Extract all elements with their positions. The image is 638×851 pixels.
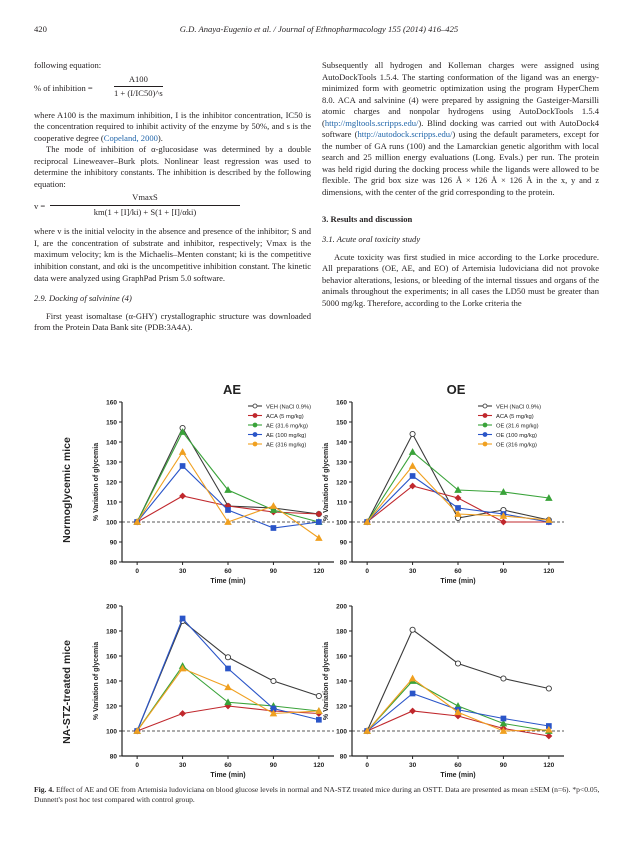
data-point [180, 616, 185, 621]
paragraph: First yeast isomaltase (α-GHY) crystallographic structure was downloaded from the Protein Data Bank site (PDB:3A4A). [34, 310, 311, 333]
data-point [180, 493, 186, 499]
x-tick-label: 30 [408, 568, 417, 575]
data-point [410, 676, 416, 681]
paragraph-text: ) using the default parameters, except for the number of GA runs (100) and the Lamarckian genetic algorithm with local search and 25 million energy evaluations (Long. Evals.) per run. The protein was held rigid during the docking process while the ligands were allowed to be flexible. The grid box size was 126 Å × 126 Å × 126 Å in the x, y and z dimensions, with the center of the grid corresponding to the protein. [322, 129, 599, 198]
data-point [501, 519, 507, 525]
data-point [410, 708, 416, 714]
y-tick-label: 100 [336, 728, 347, 736]
x-tick-label: 30 [178, 762, 187, 769]
data-point [316, 535, 322, 540]
x-tick-label: 120 [543, 762, 555, 769]
data-point [180, 464, 185, 469]
data-point [316, 693, 321, 698]
y-tick-label: 120 [336, 703, 347, 711]
y-tick-label: 90 [109, 539, 117, 547]
y-tick-label: 200 [336, 603, 347, 611]
y-tick-label: 140 [106, 439, 117, 447]
data-point [410, 463, 416, 468]
inhibition-equation [34, 74, 311, 104]
equation-denominator: 1 + (I/IC50)^s [114, 88, 163, 99]
y-tick-label: 80 [339, 559, 347, 567]
velocity-equation [34, 192, 311, 220]
data-point [546, 686, 551, 691]
x-tick-label: 0 [135, 568, 139, 575]
y-tick-label: 150 [106, 419, 117, 427]
subsection-heading: 3.1. Acute oral toxicity study [322, 234, 421, 245]
legend-marker [483, 442, 487, 446]
figure-4 [34, 382, 604, 779]
y-axis-label: % Variation of glycemia [93, 442, 100, 522]
equation-numerator: VmaxS [50, 192, 240, 206]
paragraph: Acute toxicity was first studied in mice according to the Lorke procedure. All preparations (OE, AE, and EO) of Artemisia ludoviciana did not provoke behavior alterations, lesions, or bleeding of the internal tissues and organs of the animals throughout the experiments; in all cases the LD50 must be greater than 5000 mg/kg. Therefore, according to the Lorke criteria the [322, 251, 599, 308]
y-tick-label: 110 [336, 499, 347, 507]
x-tick-label: 90 [499, 568, 508, 575]
y-tick-label: 100 [106, 728, 117, 736]
left-column [34, 60, 311, 334]
paragraph-text: ). [157, 132, 163, 143]
series-line-1 [137, 706, 319, 731]
legend-marker [253, 423, 257, 427]
x-tick-label: 60 [454, 762, 462, 769]
series-line-0 [137, 621, 319, 731]
y-tick-label: 140 [336, 439, 347, 447]
data-point [410, 474, 415, 479]
legend-marker [253, 404, 257, 408]
data-point [410, 627, 415, 632]
panel-0 [93, 400, 334, 586]
legend-entry: AE (31.6 mg/kg) [266, 423, 308, 430]
x-tick-label: 0 [365, 762, 369, 769]
legend-marker [483, 414, 487, 418]
y-tick-label: 100 [336, 519, 347, 527]
legend-marker [483, 404, 487, 408]
data-point [456, 506, 461, 511]
y-tick-label: 130 [336, 459, 347, 467]
data-point [271, 678, 276, 683]
data-point [501, 676, 506, 681]
figure-caption [34, 785, 604, 805]
y-tick-label: 160 [336, 653, 347, 661]
x-tick-label: 120 [543, 568, 555, 575]
x-tick-label: 0 [135, 762, 139, 769]
y-tick-label: 160 [106, 653, 117, 661]
y-axis-label: % Variation of glycemia [323, 442, 330, 522]
y-tick-label: 100 [106, 519, 117, 527]
x-axis-label: Time (min) [440, 578, 476, 585]
y-tick-label: 180 [336, 628, 347, 636]
y-tick-label: 130 [106, 459, 117, 467]
y-tick-label: 80 [339, 753, 347, 761]
paragraph-text: where A100 is the maximum inhibition, I is the inhibitor concentration, IC50 is the concentration required to inhibit activity of the enzyme by 50%, and s is the cooperative degree ( [34, 109, 311, 143]
x-tick-label: 60 [224, 762, 232, 769]
legend-marker [483, 433, 487, 437]
panel-1 [323, 400, 564, 586]
equation-lhs: v = [34, 201, 46, 212]
legend-entry: AE (316 mg/kg) [266, 442, 307, 449]
equation-fraction [50, 192, 240, 218]
y-tick-label: 160 [336, 399, 347, 407]
data-point [271, 526, 276, 531]
legend-marker [483, 423, 487, 427]
legend-entry: OE (316 mg/kg) [496, 442, 537, 449]
x-axis-label: Time (min) [440, 772, 476, 779]
data-point [180, 449, 186, 454]
data-point [455, 661, 460, 666]
citation-link[interactable]: Copeland, 2000 [103, 132, 158, 143]
x-tick-label: 120 [313, 762, 325, 769]
legend-entry: ACA (5 mg/kg) [496, 413, 534, 420]
x-tick-label: 0 [365, 568, 369, 575]
row-label-na-stz: NA-STZ-treated mice [61, 640, 73, 744]
y-tick-label: 110 [106, 499, 117, 507]
data-point [226, 508, 231, 513]
data-point [225, 655, 230, 660]
legend-marker [253, 442, 257, 446]
legend-entry: OE (100 mg/kg) [496, 432, 537, 439]
y-tick-label: 160 [106, 399, 117, 407]
y-tick-label: 80 [109, 559, 117, 567]
legend-marker [253, 433, 257, 437]
legend-entry: AE (100 mg/kg) [266, 432, 307, 439]
equation-fraction [114, 74, 163, 100]
series-line-3 [137, 619, 319, 732]
y-axis-label: % Variation of glycemia [93, 641, 100, 721]
data-point [410, 691, 415, 696]
caption-label: Fig. 4. [34, 785, 55, 794]
data-point [455, 495, 461, 501]
x-tick-label: 90 [269, 762, 278, 769]
x-tick-label: 60 [454, 568, 462, 575]
col-title-oe: OE [446, 382, 466, 397]
x-tick-label: 120 [313, 568, 325, 575]
paragraph: following equation: [34, 60, 102, 70]
caption-text: Effect of AE and OE from Artemisia ludoviciana on blood glucose levels in normal and NA-STZ treated mice during an OSTT. Data are presented as mean ±SEM (n=6). *p<0.05, Dunnett's post hoc test compared with control group. [34, 785, 600, 804]
autodock-link[interactable]: http://autodock.scripps.edu/ [357, 129, 453, 140]
paragraph-text: Subsequently all hydrogen and Kolleman charges were assigned using AutoDockTools 1.5.4. The starting conformation of the ligand was an energy-minimized form with geometric optimization using the program HyperChem 8.0. ACA and salvinine (4) were prepared by assigning the Gasteiger-Marsilli atomic charges and nonpolar hydrogens using AutoDockTools 1.5.4 ( [322, 60, 599, 128]
data-point [316, 717, 321, 722]
x-tick-label: 60 [224, 568, 232, 575]
y-axis-label: % Variation of glycemia [323, 641, 330, 721]
col-title-ae: AE [222, 382, 242, 397]
equation-denominator: km(1 + [I]/ki) + S(1 + [I]/αki) [93, 206, 197, 217]
data-point [180, 711, 186, 717]
section-heading: 3. Results and discussion [322, 213, 413, 224]
section-heading: 2.9. Docking of salvinine (4) [34, 293, 132, 304]
y-tick-label: 80 [109, 753, 117, 761]
legend-entry: OE (31.6 mg/kg) [496, 423, 539, 430]
data-point [270, 503, 276, 508]
mgltools-link[interactable]: http://mgltools.scripps.edu/ [324, 117, 419, 128]
data-point [546, 733, 552, 739]
journal-citation: G.D. Anaya-Eugenio et al. / Journal of Ethnopharmacology 155 (2014) 416–425 [179, 24, 459, 34]
panel-2 [93, 604, 334, 780]
row-label-normoglycemic: Normoglycemic mice [61, 437, 73, 543]
y-tick-label: 120 [106, 479, 117, 487]
x-tick-label: 30 [178, 568, 187, 575]
right-column [322, 60, 599, 309]
paragraph [322, 60, 599, 199]
data-point [501, 716, 506, 721]
data-point [226, 666, 231, 671]
y-tick-label: 150 [336, 419, 347, 427]
page-number: 420 [34, 24, 47, 34]
y-tick-label: 140 [106, 678, 117, 686]
x-axis-label: Time (min) [210, 578, 246, 585]
legend-entry: VEH (NaCl 0.9%) [266, 404, 312, 411]
legend-marker [253, 414, 257, 418]
y-tick-label: 90 [339, 539, 347, 547]
y-tick-label: 200 [106, 603, 117, 611]
y-tick-label: 120 [336, 479, 347, 487]
data-point [410, 449, 416, 454]
equation-numerator: A100 [114, 74, 163, 88]
data-point [316, 520, 321, 525]
x-tick-label: 90 [269, 568, 278, 575]
panel-3 [323, 604, 564, 780]
paragraph [34, 110, 311, 145]
legend-entry: ACA (5 mg/kg) [266, 413, 304, 420]
paragraph-text: ). Blind docking was carried out with AutoDock4 software ( [322, 117, 599, 140]
data-point [410, 431, 415, 436]
x-axis-label: Time (min) [210, 772, 246, 779]
x-tick-label: 30 [408, 762, 417, 769]
y-tick-label: 120 [106, 703, 117, 711]
equation-lhs: % of inhibition = [34, 82, 93, 93]
y-tick-label: 140 [336, 678, 347, 686]
running-header [34, 24, 604, 38]
x-tick-label: 90 [499, 762, 508, 769]
y-tick-label: 180 [106, 628, 117, 636]
paragraph: The mode of inhibition of α-glucosidase was determined by a double reciprocal Lineweaver–Burk plots. Nonlinear least regression was used to determine the inhibitory constants. The inhibition is described by the following equation: [34, 144, 311, 189]
paragraph: where v is the initial velocity in the absence and presence of the inhibitor; S and I, are the concentration of substrate and inhibitor, respectively; Vmax is the maximum velocity; km is the Michaelis–Menten constant; ki is the competitive inhibition constant, and αki is the uncompetitive inhibition constant. The kinetic data were analyzed using GraphPad Prism 5.0 software. [34, 226, 311, 283]
legend-entry: VEH (NaCl 0.9%) [496, 404, 542, 411]
